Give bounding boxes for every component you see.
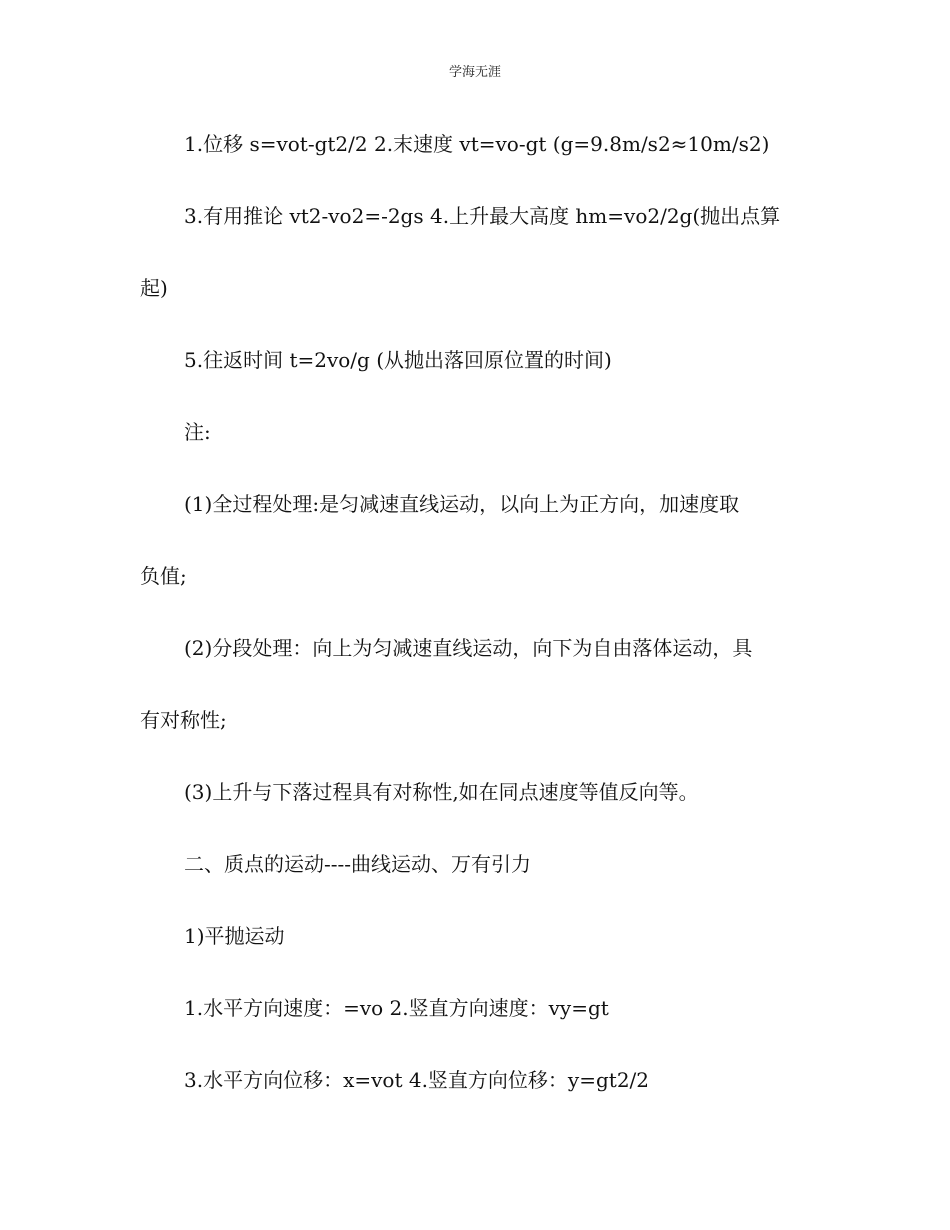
document-body (140, 126, 820, 1134)
text-line-formula-velocities: 1.水平方向速度：=vo 2.竖直方向速度：vy=gt (184, 996, 609, 1020)
text-line-note-3: (3)上升与下落过程具有对称性,如在同点速度等值反向等。 (184, 780, 699, 804)
text-line-formula-inference-height: 3.有用推论 vt2-vo2=-2gs 4.上升最大高度 hm=vo2/2g(抛出点算 (184, 204, 781, 228)
text-line-formula-displacement-velocity: 1.位移 s=vot-gt2/2 2.末速度 vt=vo-gt (g=9.8m/s2≈10m/s2) (184, 132, 770, 156)
text-line-continuation: 起) (140, 276, 168, 300)
section-heading-curvilinear-motion: 二、质点的运动----曲线运动、万有引力 (184, 852, 532, 876)
page-header: 学海无涯 (448, 65, 501, 80)
text-line-note-1: (1)全过程处理:是匀减速直线运动，以向上为正方向，加速度取 (184, 492, 740, 516)
text-line-note-heading: 注: (184, 420, 211, 444)
text-line-formula-displacements: 3.水平方向位移：x=vot 4.竖直方向位移：y=gt2/2 (184, 1068, 650, 1092)
text-line-note-1-continuation: 负值; (140, 564, 187, 588)
text-line-note-2-continuation: 有对称性; (140, 708, 227, 732)
text-line-formula-round-trip-time: 5.往返时间 t=2vo/g (从抛出落回原位置的时间) (184, 348, 612, 372)
text-line-note-2: (2)分段处理：向上为匀减速直线运动，向下为自由落体运动，具 (184, 636, 753, 660)
subsection-heading-projectile: 1)平抛运动 (184, 924, 285, 948)
